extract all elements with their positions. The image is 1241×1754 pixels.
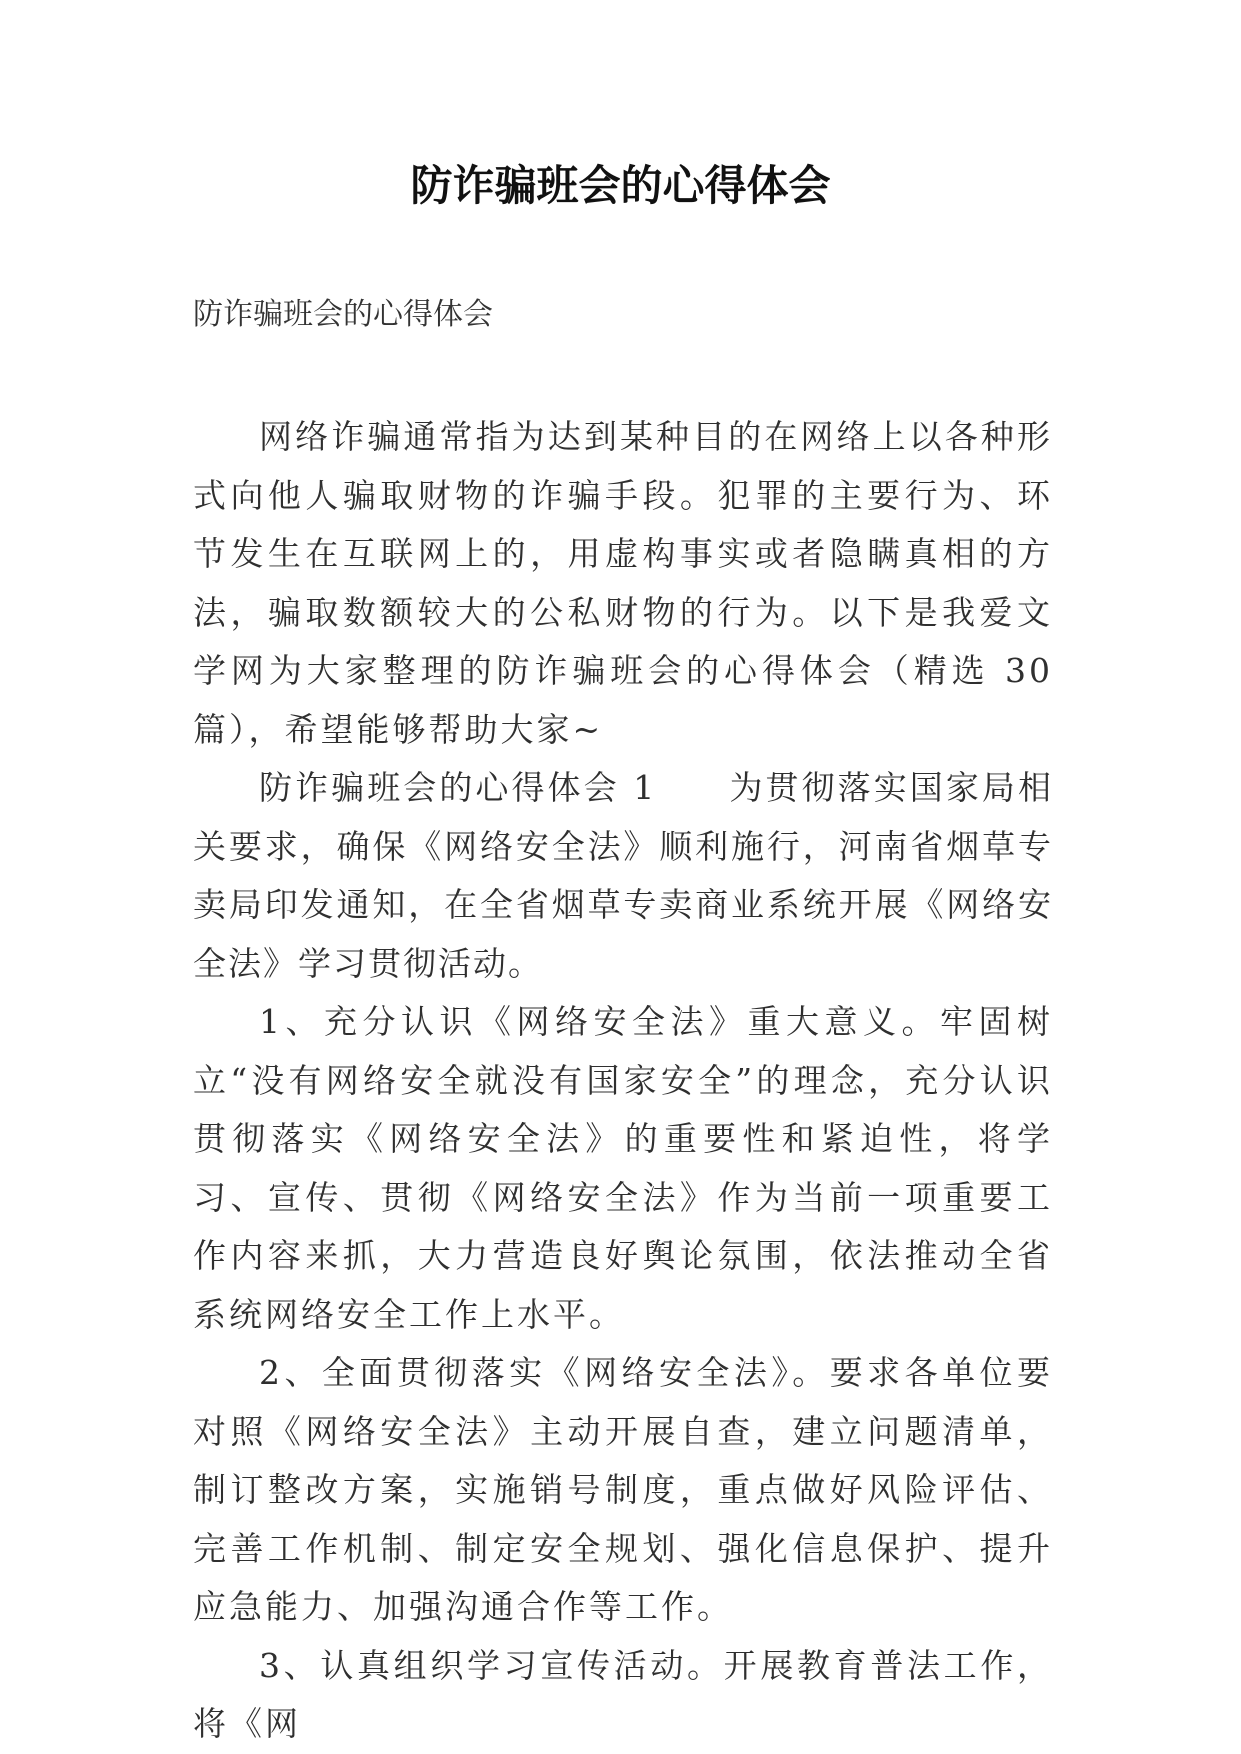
- paragraph-point-3: 3、认真组织学习宣传活动。开展教育普法工作，将《网: [193, 1645, 1053, 1743]
- document-subtitle: 防诈骗班会的心得体会: [193, 297, 493, 332]
- paragraph-point-2: 2、全面贯彻落实《网络安全法》。要求各单位要对照《网络安全法》主动开展自查，建立问题清单，制订整改方案，实施销号制度，重点做好风险评估、完善工作机制、制定安全规划、强化信息保护、提升应急能力、加强沟通合作等工作。: [193, 1353, 1053, 1626]
- document-title: 防诈骗班会的心得体会: [410, 161, 831, 210]
- document-body: [193, 408, 1053, 1754]
- paragraph-essay-1: 防诈骗班会的心得体会 1 为贯彻落实国家局相关要求，确保《网络安全法》顺利施行，河南省烟草专卖局印发通知，在全省烟草专卖商业系统开展《网络安全法》学习贯彻活动。: [193, 768, 1053, 983]
- paragraph-intro: 网络诈骗通常指为达到某种目的在网络上以各种形式向他人骗取财物的诈骗手段。犯罪的主要行为、环节发生在互联网上的，用虚构事实或者隐瞒真相的方法，骗取数额较大的公私财物的行为。以下是我爱文学网为大家整理的防诈骗班会的心得体会（精选 30 篇），希望能够帮助大家~: [193, 417, 1053, 749]
- paragraph-point-1: 1、充分认识《网络安全法》重大意义。牢固树立“没有网络安全就没有国家安全”的理念，充分认识贯彻落实《网络安全法》的重要性和紧迫性，将学习、宣传、贯彻《网络安全法》作为当前一项重要工作内容来抓，大力营造良好舆论氛围，依法推动全省系统网络安全工作上水平。: [193, 1002, 1053, 1334]
